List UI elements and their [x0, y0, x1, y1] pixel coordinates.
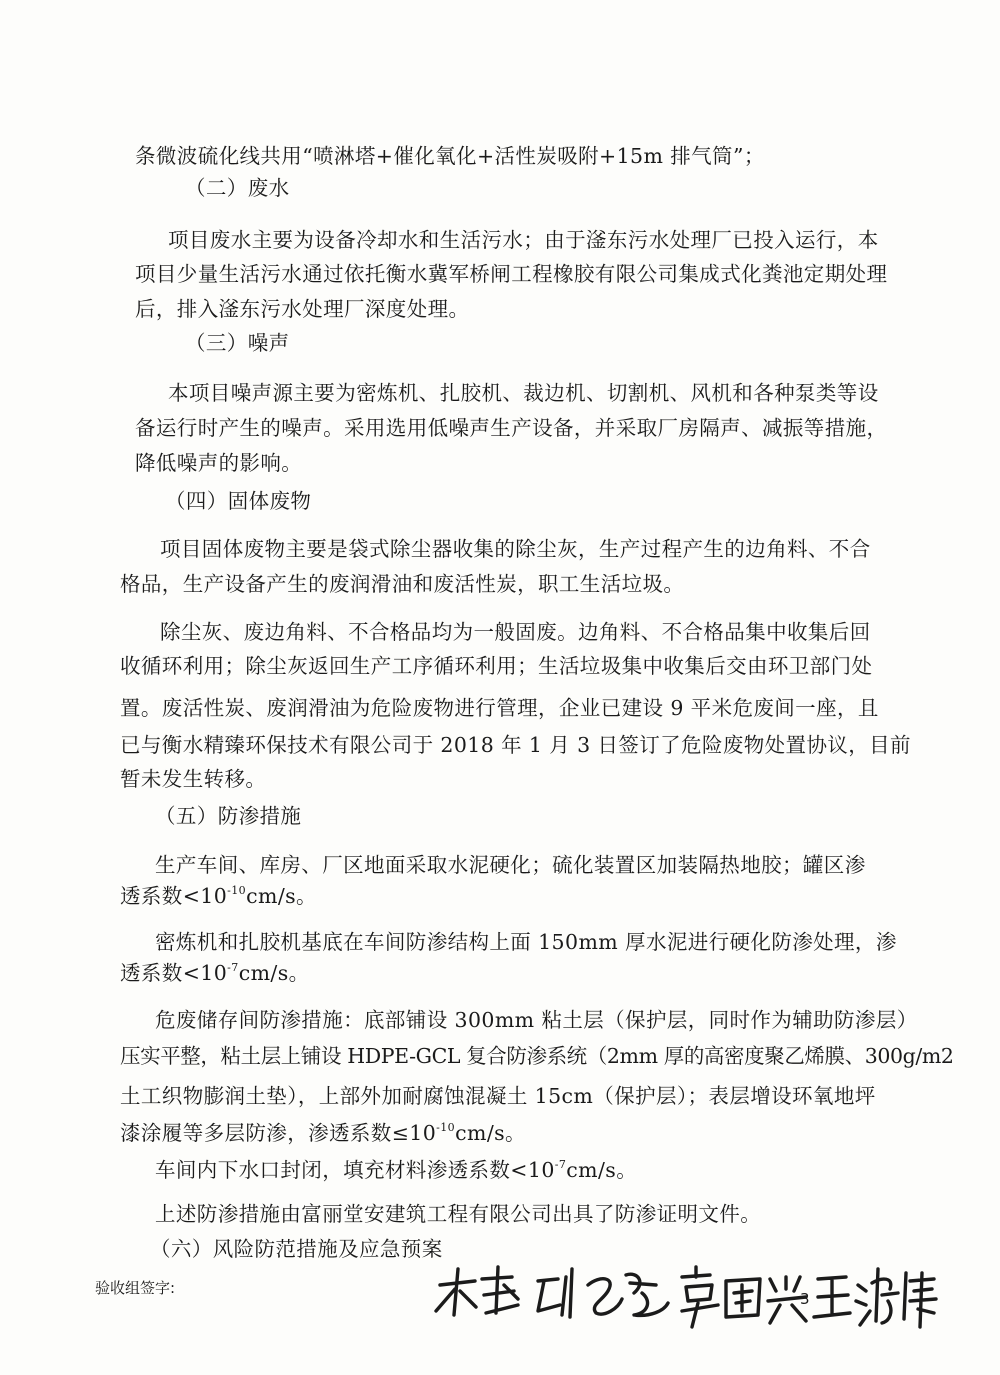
- signature-3: [682, 1267, 806, 1327]
- text-line: 暂未发生转移。: [120, 767, 267, 791]
- section-heading-wastewater: （二）废水: [185, 176, 290, 200]
- text-line: 密炼机和扎胶机基底在车间防渗结构上面 150mm 厚水泥进行硬化防渗处理，渗: [155, 930, 897, 954]
- text-line: 备运行时产生的噪声。采用选用低噪声生产设备，并采取厂房隔声、减振等措施，: [135, 416, 888, 440]
- text-line: 土工织物膨润土垫），上部外加耐腐蚀混凝土 15cm（保护层）；表层增设环氧地坪: [120, 1084, 876, 1108]
- signature-4: [814, 1269, 936, 1327]
- text-line: 项目固体废物主要是袋式除尘器收集的除尘灰，生产过程产生的边角料、不合: [160, 537, 871, 561]
- text-line: 置。废活性炭、废润滑油为危险废物进行管理，企业已建设 9 平米危废间一座，且: [120, 696, 879, 720]
- section-heading-anti-seepage: （五）防渗措施: [155, 804, 302, 828]
- text-line: 项目废水主要为设备冷却水和生活污水；由于滏东污水处理厂已投入运行，本: [168, 228, 879, 252]
- text-line-with-exponent: [120, 960, 310, 986]
- text-line: 危废储存间防渗措施：底部铺设 300mm 粘土层（保护层，同时作为辅助防渗层）: [155, 1008, 918, 1032]
- text-line-with-exponent: [120, 883, 317, 909]
- signature-1: [436, 1267, 518, 1315]
- text-segment: 透系数<10: [120, 884, 228, 908]
- unit: cm/s。: [238, 961, 310, 985]
- text-line: 除尘灰、废边角料、不合格品均为一般固废。边角料、不合格品集中收集后回: [160, 620, 871, 644]
- text-line: 已与衡水精臻环保技术有限公司于 2018 年 1 月 3 日签订了危险废物处置协议，目前: [120, 733, 911, 757]
- text-line: 后，排入滏东污水处理厂深度处理。: [135, 297, 470, 321]
- text-line: 条微波硫化线共用“喷淋塔+催化氧化+活性炭吸附+15m 排气筒”；: [135, 144, 765, 168]
- unit: cm/s。: [246, 884, 317, 908]
- text-line: 生产车间、库房、厂区地面采取水泥硬化；硫化装置区加装隔热地胶；罐区渗: [155, 853, 866, 877]
- text-line: 项目少量生活污水通过依托衡水冀军桥闸工程橡胶有限公司集成式化粪池定期处理: [135, 262, 888, 286]
- text-line: 格品，生产设备产生的废润滑油和废活性炭，职工生活垃圾。: [120, 572, 685, 596]
- section-heading-noise: （三）噪声: [185, 331, 290, 355]
- text-line: 降低噪声的影响。: [135, 451, 303, 475]
- text-line: 压实平整，粘土层上铺设 HDPE-GCL 复合防渗系统（2mm 厚的高密度聚乙烯膜、300g/m2: [120, 1044, 954, 1068]
- exponent: -10: [436, 1121, 456, 1134]
- text-line: 上述防渗措施由富丽堂安建筑工程有限公司出具了防渗证明文件。: [155, 1202, 762, 1226]
- section-heading-solid-waste: （四）固体废物: [165, 489, 312, 513]
- text-line-with-exponent: [155, 1157, 637, 1183]
- text-segment: 车间内下水口封闭，填充材料渗透系数<10: [155, 1158, 555, 1182]
- handwritten-signatures: [420, 1255, 940, 1335]
- unit: cm/s。: [455, 1121, 526, 1145]
- page-number: 3: [800, 1290, 810, 1308]
- text-line: 本项目噪声源主要为密炼机、扎胶机、裁边机、切割机、风机和各种泵类等设: [168, 381, 879, 405]
- text-segment: 漆涂履等多层防渗，渗透系数≤10: [120, 1121, 437, 1145]
- signature-label: 验收组签字:: [95, 1279, 176, 1297]
- text-segment: 透系数<10: [120, 961, 228, 985]
- text-line: 收循环利用；除尘灰返回生产工序循环利用；生活垃圾集中收集后交由环卫部门处: [120, 654, 873, 678]
- exponent: -7: [554, 1158, 567, 1171]
- unit: cm/s。: [566, 1158, 638, 1182]
- exponent: -7: [227, 961, 239, 974]
- exponent: -10: [227, 884, 247, 897]
- text-line-with-exponent: [120, 1120, 526, 1146]
- section-heading-risk-prevention: （六）风险防范措施及应急预案: [150, 1237, 443, 1261]
- signature-2: [538, 1269, 668, 1317]
